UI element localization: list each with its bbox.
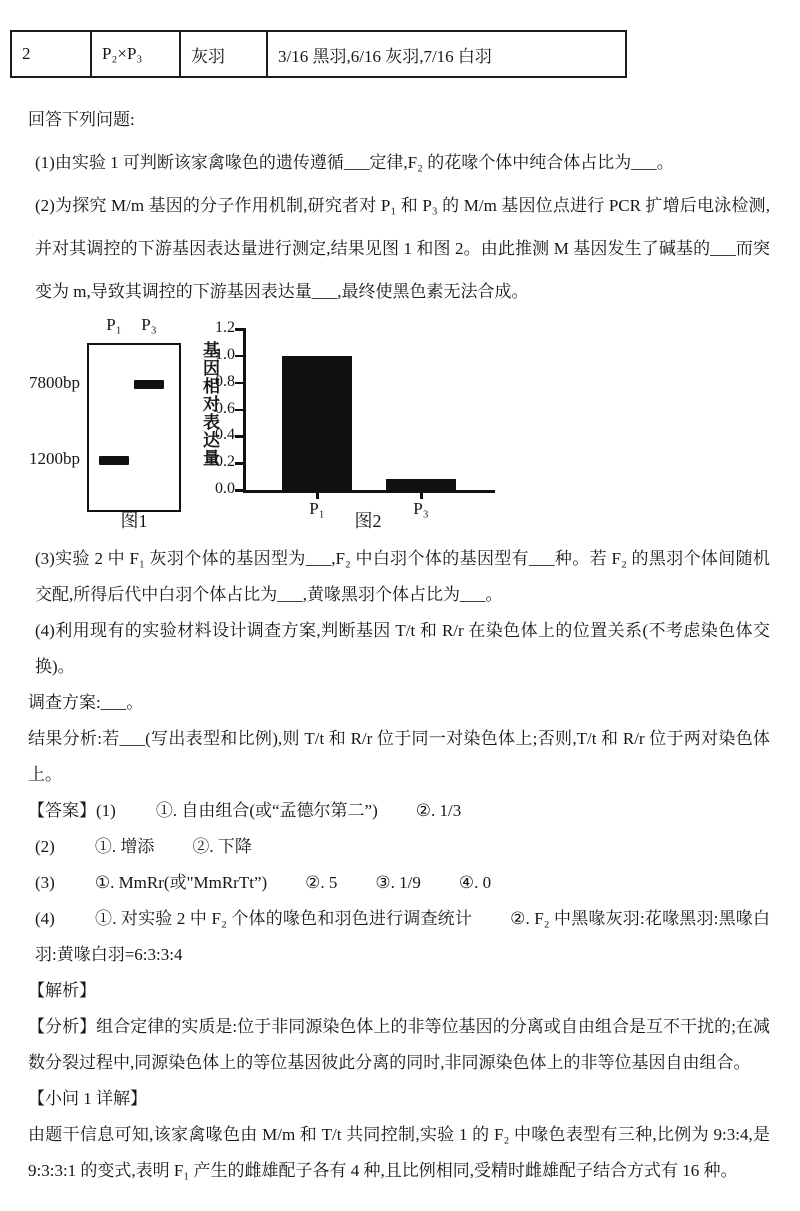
answer-line-1 <box>28 793 770 829</box>
table-cell-cross: P₂×P₃ <box>91 31 180 77</box>
chart-ytick-label: 0.0 <box>215 480 235 497</box>
question-intro: 回答下列问题: <box>28 110 135 129</box>
analysis-subq1-heading: 【小问 1 详解】 <box>28 1089 147 1108</box>
chart-ytick-label: 1.0 <box>215 345 235 363</box>
question-3: (3)实验 2 中 F₁ 灰羽个体的基因型为___,F₂ 中白羽个体的基因型有___种。若 F₂ 的黑羽个体间随机交配,所得后代中白羽个体占比为___,黄喙黑羽个体占比为___。 <box>35 549 770 604</box>
answer-1-label: 【答案】(1) <box>28 801 116 820</box>
chart-ytick-label: 0.6 <box>215 399 235 417</box>
figures <box>0 313 800 541</box>
analysis-jiexi-heading: 【解析】 <box>28 981 96 1000</box>
answer-2-part-2: ②. 下降 <box>192 837 252 856</box>
chart-ytick-label: 1.2 <box>215 319 235 336</box>
answer-line-2 <box>28 829 770 865</box>
question-2: (2)为探究 M/m 基因的分子作用机制,研究者对 P₁ 和 P₃ 的 M/m 基因位点进行 PCR 扩增后电泳检测,并对其调控的下游基因表达量进行测定,结果见图 1 和图 2。由此推测 M 基因发生了碱基的___而突变为 m,导致其调控的下游基因表达量___,最终使黑色素无法合成。 <box>35 196 770 301</box>
answer-2-part-1: ①. 增添 <box>94 837 155 856</box>
answer-3-label: (3) <box>35 873 55 892</box>
chart-xtick-mark <box>420 492 423 499</box>
chart-xtick-label-1: P₁ <box>309 499 325 518</box>
answer-1-part-2: ②. 1/3 <box>415 801 462 820</box>
table-cell-experiment-number: 2 <box>11 31 91 77</box>
gel-band-7800bp <box>134 380 164 389</box>
chart-ytick-mark <box>235 409 244 412</box>
figure2-caption: 图2 <box>354 511 382 531</box>
gel-band-1200bp <box>99 456 129 465</box>
chart-bar-2 <box>386 479 456 490</box>
gel-box <box>87 343 181 512</box>
answer-line-4 <box>28 901 770 973</box>
gel-lane-label-1: P₁ <box>106 315 122 334</box>
experiment-table <box>10 30 627 78</box>
figure1-caption: 图1 <box>120 511 148 531</box>
answer-line-3 <box>28 865 770 901</box>
question-4-result: 结果分析:若___(写出表型和比例),则 T/t 和 R/r 位于同一对染色体上;否则,T/t 和 R/r 位于两对染色体上。 <box>28 729 770 784</box>
document-page <box>0 30 800 1211</box>
chart-bar-1 <box>282 356 352 490</box>
gel-size-label-7800bp: 7800bp <box>29 373 80 392</box>
chart-ytick-mark <box>235 328 244 331</box>
gel-size-label-1200bp: 1200bp <box>29 449 80 468</box>
chart-y-axis-label: 基因相对表达量 <box>200 341 219 467</box>
question-block <box>0 98 800 313</box>
table-cell-f1-phenotype: 灰羽 <box>180 31 267 77</box>
answer-4-label: (4) <box>35 909 55 928</box>
chart-ytick-label: 0.8 <box>215 372 235 390</box>
chart-ytick-mark <box>235 462 244 465</box>
table-cell-f2-ratio: 3/16 黑羽,6/16 灰羽,7/16 白羽 <box>267 31 626 77</box>
question-block-2 <box>0 541 800 1189</box>
analysis-subq1-detail: 由题干信息可知,该家禽喙色由 M/m 和 T/t 共同控制,实验 1 的 F₂ 中喙色表型有三种,比例为 9:3:4,是 9:3:3:1 的变式,表明 F₁ 产生的雌雄配子各有 4 种,且比例相同,受精时雌雄配子结合方式有 16 种。 <box>28 1125 770 1180</box>
chart-ytick-mark <box>235 435 244 438</box>
chart-ytick-label: 0.4 <box>215 426 235 444</box>
chart-ytick-mark <box>235 489 244 492</box>
chart-ytick-label: 0.2 <box>215 453 235 471</box>
answer-4-part-1: ①. 对实验 2 中 F₂ 个体的喙色和羽色进行调查统计 <box>94 909 473 928</box>
chart-ytick-mark <box>235 382 244 385</box>
answer-1-part-1: ①. 自由组合(或“孟德尔第二”) <box>155 801 378 820</box>
answer-3-part-2: ②. 5 <box>305 873 338 892</box>
answer-4-part-2: ②. F₂ 中黑喙灰羽:花喙黑羽:黑喙白羽:黄喙白羽=6:3:3:4 <box>35 909 770 964</box>
chart-ytick-mark <box>235 355 244 358</box>
question-4: (4)利用现有的实验材料设计调查方案,判断基因 T/t 和 R/r 在染色体上的位置关系(不考虑染色体交换)。 <box>35 621 770 676</box>
table-row <box>11 31 626 77</box>
analysis-fenxi: 【分析】组合定律的实质是:位于非同源染色体上的非等位基因的分离或自由组合是互不干扰的;在减数分裂过程中,同源染色体上的等位基因彼此分离的同时,非同源染色体上的非等位基因自由组合。 <box>28 1017 770 1072</box>
answer-3-part-1: ①. MmRr(或"MmRrTt”) <box>94 873 268 892</box>
chart-x-axis <box>243 490 495 493</box>
answer-3-part-4: ④. 0 <box>458 873 492 892</box>
chart-xtick-mark <box>316 492 319 499</box>
chart-xtick-label-2: P₃ <box>413 499 429 518</box>
question-1: (1)由实验 1 可判断该家禽喙色的遗传遵循___定律,F₂ 的花喙个体中纯合体占比为___。 <box>35 153 674 172</box>
answer-3-part-3: ③. 1/9 <box>375 873 421 892</box>
gel-lane-label-2: P₃ <box>141 315 157 334</box>
answer-2-label: (2) <box>35 837 55 856</box>
question-4-plan: 调查方案:___。 <box>28 693 144 712</box>
